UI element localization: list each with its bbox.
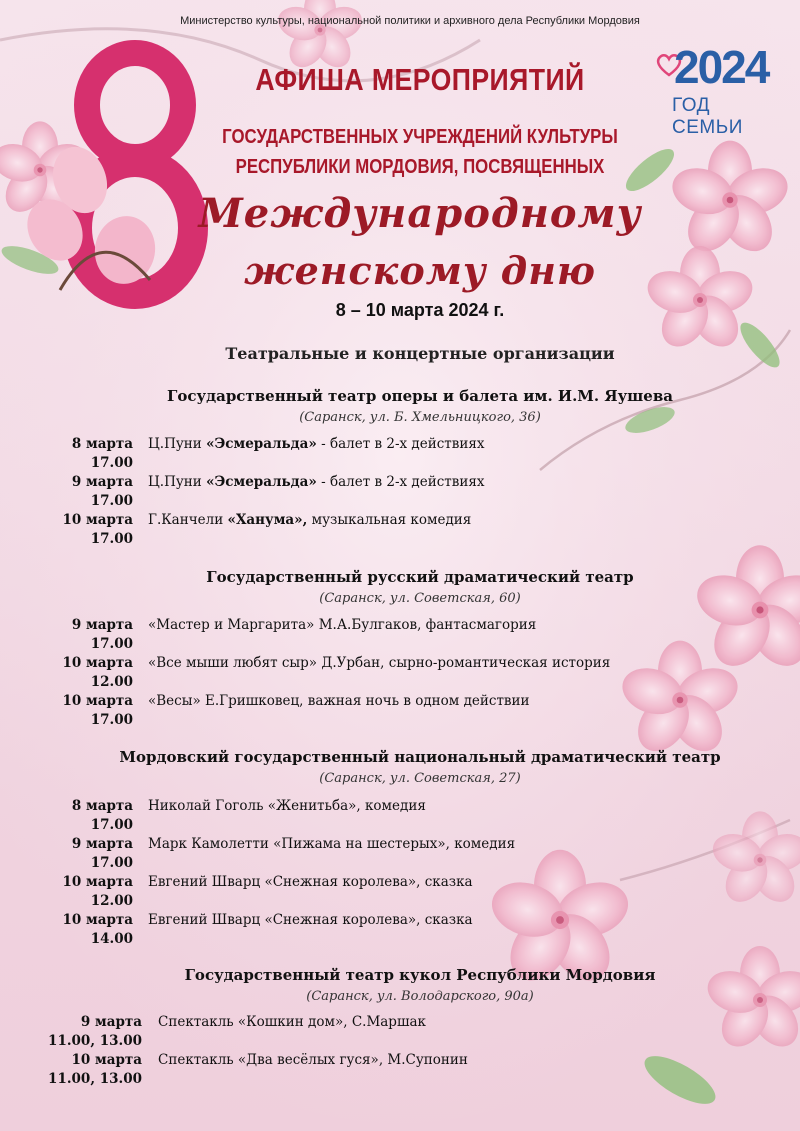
event-description: «Весы» Е.Гришковец, важная ночь в одном действии [148, 693, 530, 709]
event-row [0, 1051, 800, 1089]
event-date: 10 марта 17.00 [62, 693, 133, 728]
script-title-line-2: женскому дню [244, 248, 596, 293]
event-description: Николай Гоголь «Женитьба», комедия [148, 798, 426, 814]
script-title-line-1: Международному [198, 190, 642, 237]
event-date: 8 марта 17.00 [71, 436, 133, 471]
poster-subtitle [210, 122, 630, 182]
event-row [0, 911, 800, 949]
event-row [0, 1013, 800, 1051]
logo-year: 2024 [674, 41, 769, 93]
event-row [0, 511, 800, 549]
poster-title: АФИША МЕРОПРИЯТИЙ [255, 62, 585, 97]
event-date: 9 марта 17.00 [71, 836, 133, 871]
event-description: Спектакль «Два весёлых гуся», М.Супонин [158, 1052, 468, 1068]
venue-address: (Саранск, ул. Советская, 60) [319, 591, 521, 606]
year-of-family-logo [662, 40, 782, 138]
event-date: 10 марта 11.00, 13.00 [48, 1052, 142, 1087]
venue-name: Государственный театр оперы и балета им. И.М. Яушева [167, 387, 673, 405]
section-title: Театральные и концертные организации [225, 344, 615, 363]
event-row [0, 654, 800, 692]
venue-address: (Саранск, ул. Советская, 27) [319, 771, 521, 786]
event-date: 8 марта 17.00 [71, 798, 133, 833]
event-date: 9 марта 11.00, 13.00 [48, 1014, 142, 1049]
event-description: Г.Канчели «Ханума», музыкальная комедия [148, 512, 472, 528]
event-date: 10 марта 17.00 [62, 512, 133, 547]
subtitle-line-2: РЕСПУБЛИКИ МОРДОВИЯ, ПОСВЯЩЕННЫХ [235, 156, 605, 178]
logo-caption: ГОД СЕМЬИ [672, 95, 743, 138]
subtitle-line-1: ГОСУДАРСТВЕННЫХ УЧРЕЖДЕНИЙ КУЛЬТУРЫ [222, 126, 618, 148]
venue-name: Государственный театр кукол Республики Мордовия [184, 966, 656, 984]
ministry-caption: Министерство культуры, национальной политики и архивного дела Республики Мордовия [180, 15, 640, 27]
event-description: «Мастер и Маргарита» М.А.Булгаков, фантасмагория [148, 617, 537, 633]
venue-name: Мордовский государственный национальный драматический театр [119, 748, 721, 766]
event-description: Евгений Шварц «Снежная королева», сказка [148, 874, 473, 890]
venue-address: (Саранск, ул. Б. Хмельницкого, 36) [299, 410, 541, 425]
event-dates: 8 – 10 марта 2024 г. [335, 300, 505, 320]
event-description: Ц.Пуни «Эсмеральда» - балет в 2-х действиях [148, 436, 485, 452]
venue-name: Государственный русский драматический театр [206, 568, 634, 586]
event-date: 9 марта 17.00 [71, 474, 133, 509]
event-date: 10 марта 14.00 [62, 912, 133, 947]
event-description: Евгений Шварц «Снежная королева», сказка [148, 912, 473, 928]
venue-address: (Саранск, ул. Володарского, 90а) [306, 989, 534, 1004]
event-row [0, 435, 800, 473]
event-row [0, 835, 800, 873]
event-row [0, 692, 800, 730]
event-date: 10 марта 12.00 [62, 655, 133, 690]
event-row [0, 616, 800, 654]
event-description: Спектакль «Кошкин дом», С.Маршак [158, 1014, 426, 1030]
event-description: «Все мыши любят сыр» Д.Урбан, сырно-романтическая история [148, 655, 611, 671]
event-date: 9 марта 17.00 [71, 617, 133, 652]
event-description: Ц.Пуни «Эсмеральда» - балет в 2-х действиях [148, 474, 485, 490]
event-row [0, 873, 800, 911]
event-row [0, 797, 800, 835]
event-date: 10 марта 12.00 [62, 874, 133, 909]
event-row [0, 473, 800, 511]
event-description: Марк Камолетти «Пижама на шестерых», комедия [148, 836, 516, 852]
